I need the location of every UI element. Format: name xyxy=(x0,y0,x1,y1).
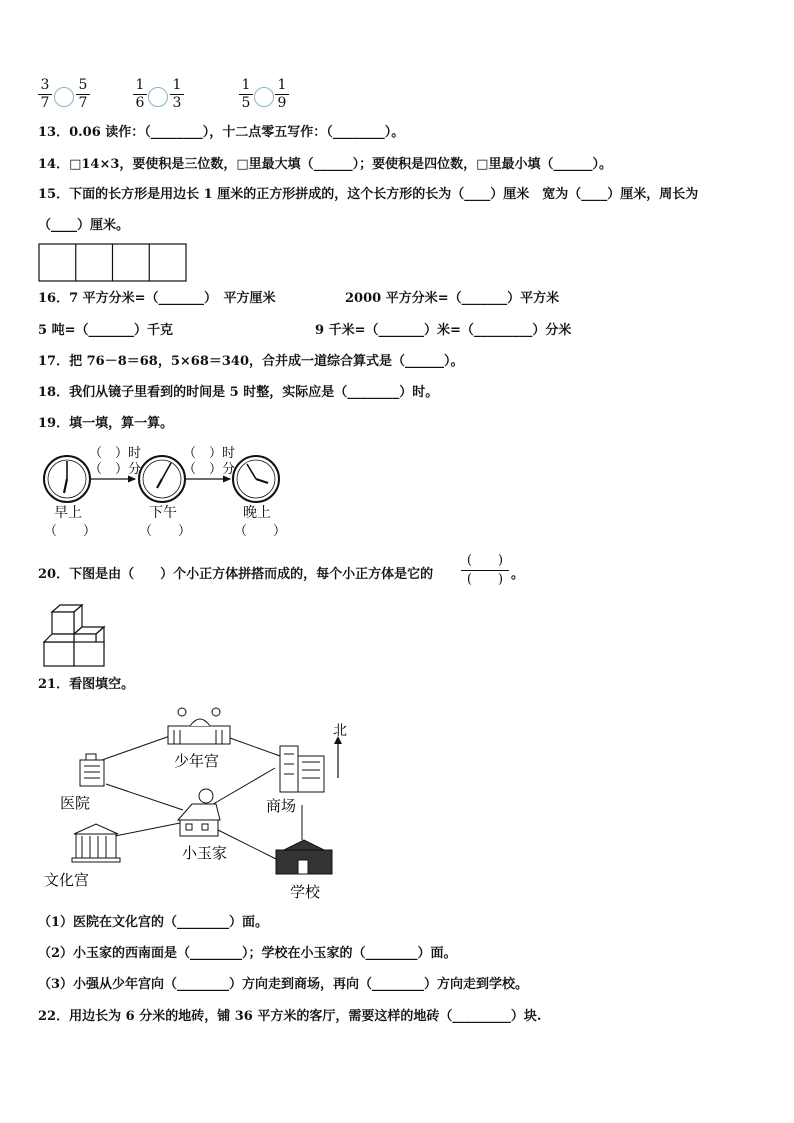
question-15: 15．下面的长方形是用边长 1 厘米的正方形拼成的，这个长方形的长为（____）厘米 宽为（____）厘米，周长为 xyxy=(38,187,699,202)
fraction-5-7: 5 7 xyxy=(76,78,90,111)
question-21-2: （2）小玉家的西南面是（________）；学校在小玉家的（________）面。 xyxy=(38,946,457,961)
blank-duration-2: （ ） xyxy=(139,524,192,539)
label-evening: 晚上 xyxy=(243,505,271,521)
direction-map xyxy=(40,700,360,905)
blank-hour-2: （ ）时 xyxy=(183,446,236,461)
clocks-figure xyxy=(40,446,290,540)
fraction-1-6: 1 6 xyxy=(133,78,147,111)
fraction-1-9: 1 9 xyxy=(275,78,289,111)
clock-evening-icon xyxy=(233,456,279,502)
question-21-1: （1）医院在文化宫的（________）面。 xyxy=(38,915,269,930)
question-20: 20．下图是由（ ）个小正方体拼搭而成的，每个小正方体是它的 xyxy=(38,567,434,582)
hospital-icon xyxy=(80,754,104,786)
question-21-3: （3）小强从少年宫向（________）方向走到商场，再向（________）方向走到学校。 xyxy=(38,977,529,992)
question-17: 17．把 76－8＝68，5×68＝340，合并成一道综合算式是（______）。 xyxy=(38,354,464,369)
compare-circle-2[interactable] xyxy=(148,87,168,107)
cubes-figure xyxy=(40,604,110,668)
question-14: 14．□14×3，要使积是三位数，□里最大填（______）；要使积是四位数，□里最小填（______）。 xyxy=(38,157,612,172)
question-21: 21．看图填空。 xyxy=(38,677,135,692)
home-icon xyxy=(178,789,220,836)
question-16d: 9 千米=（_______）米=（_________）分米 xyxy=(315,323,572,338)
question-18: 18．我们从镜子里看到的时间是 5 时整，实际应是（________）时。 xyxy=(38,385,439,400)
youth-palace-icon xyxy=(168,708,230,744)
fraction-1-5: 1 5 xyxy=(239,78,253,111)
blank-duration-1: （ ） xyxy=(44,524,97,539)
fraction-1-3: 1 3 xyxy=(170,78,184,111)
north-arrow-icon xyxy=(334,736,342,778)
clock-morning-icon xyxy=(44,456,90,502)
label-morning: 早上 xyxy=(54,505,82,521)
label-home: 小玉家 xyxy=(182,844,228,862)
label-north: 北 xyxy=(333,723,347,739)
label-school: 学校 xyxy=(290,883,321,901)
answer-fraction: ( ) ( ) xyxy=(461,553,509,588)
label-youth-palace: 少年宫 xyxy=(174,752,220,770)
question-16b: 2000 平方分米=（_______）平方米 xyxy=(345,291,560,306)
blank-minute-1: （ ）分 xyxy=(89,462,142,477)
clock-afternoon-icon xyxy=(139,456,185,502)
question-16c: 5 吨=（_______）千克 xyxy=(38,323,173,338)
label-hospital: 医院 xyxy=(60,794,91,812)
question-16a: 16．7 平方分米=（_______） 平方厘米 xyxy=(38,291,276,306)
mall-icon xyxy=(280,746,324,792)
question-13: 13．0.06 读作：（________），十二点零五写作：（________）。 xyxy=(38,125,405,140)
school-icon xyxy=(276,840,332,874)
compare-circle-3[interactable] xyxy=(254,87,274,107)
question-19: 19．填一填，算一算。 xyxy=(38,416,174,431)
rectangle-of-squares xyxy=(38,243,188,283)
blank-duration-3: （ ） xyxy=(234,524,287,539)
label-mall: 商场 xyxy=(266,797,297,815)
compare-circle-1[interactable] xyxy=(54,87,74,107)
culture-palace-icon xyxy=(72,824,120,862)
question-22: 22．用边长为 6 分米的地砖，铺 36 平方米的客厅，需要这样的地砖（_________）块. xyxy=(38,1009,542,1024)
blank-hour-1: （ ）时 xyxy=(89,446,142,461)
fraction-3-7: 3 7 xyxy=(38,78,52,111)
label-culture-palace: 文化宫 xyxy=(44,871,90,889)
blank-minute-2: （ ）分 xyxy=(183,462,236,477)
question-15-cont: （____）厘米。 xyxy=(38,218,130,233)
label-afternoon: 下午 xyxy=(149,505,177,521)
question-20-end: 。 xyxy=(511,567,525,582)
